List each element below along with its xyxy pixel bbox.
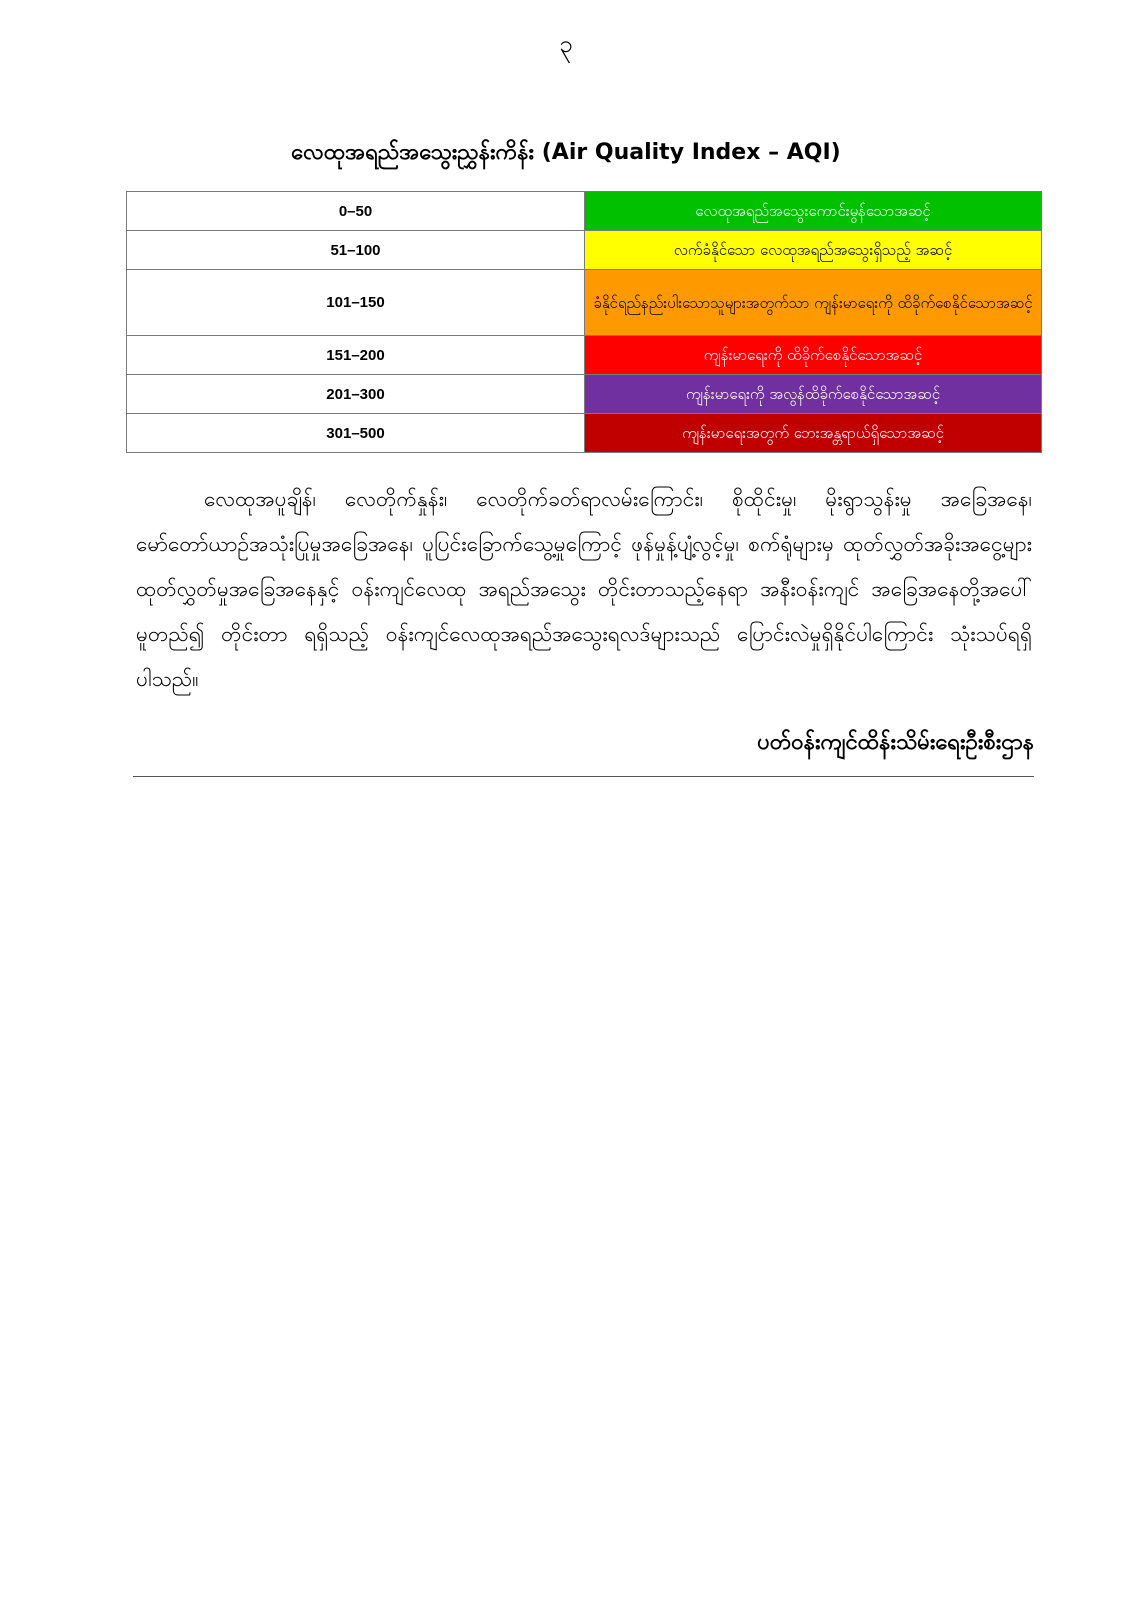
aqi-description-cell: လေထုအရည်အသွေးကောင်းမွန်သောအဆင့် bbox=[585, 192, 1042, 231]
aqi-description-cell: လက်ခံနိုင်သော လေထုအရည်အသွေးရှိသည့် အဆင့် bbox=[585, 231, 1042, 270]
aqi-range-cell: 101–150 bbox=[127, 270, 585, 336]
aqi-description-cell: ခံနိုင်ရည်နည်းပါးသောသူများအတွက်သာ ကျန်းမာရေးကို ထိခိုက်စေနိုင်သောအဆင့် bbox=[585, 270, 1042, 336]
table-row bbox=[127, 336, 1042, 375]
department-signature: ပတ်ဝန်းကျင်ထိန်းသိမ်းရေးဦးစီးဌာန bbox=[757, 730, 1034, 755]
page-title: လေထုအရည်အသွေးညွှန်းကိန်း (Air Quality Index – AQI) bbox=[291, 140, 841, 165]
aqi-table bbox=[126, 191, 1042, 453]
table-row bbox=[127, 192, 1042, 231]
aqi-range-cell: 201–300 bbox=[127, 375, 585, 414]
aqi-description-cell: ကျန်းမာရေးကို အလွန်ထိခိုက်စေနိုင်သောအဆင့် bbox=[585, 375, 1042, 414]
table-row bbox=[127, 375, 1042, 414]
table-row bbox=[127, 414, 1042, 453]
table-row bbox=[127, 231, 1042, 270]
aqi-range-cell: 151–200 bbox=[127, 336, 585, 375]
body-paragraph: လေထုအပူချိန်၊ လေတိုက်နှုန်း၊ လေတိုက်ခတ်ရာလမ်းကြောင်း၊ စိုထိုင်းမှု၊ မိုးရွာသွန်းမှု အခြေအနေ၊ မော်တော်ယာဉ်အသုံးပြုမှုအခြေအနေ၊ ပူပြင်းခြောက်သွေ့မှုကြောင့် ဖုန်မှုန့်ပျံ့လွင့်မှု၊ စက်ရုံများမှ ထုတ်လွှတ်အခိုးအငွေ့များ ထုတ်လွှတ်မှုအခြေအနေနှင့် ဝန်းကျင်လေထု အရည်အသွေး တိုင်းတာသည့်နေရာ အနီးဝန်းကျင် အခြေအနေတို့အပေါ်မူတည်၍ တိုင်းတာ ရရှိသည့် ဝန်းကျင်လေထုအရည်အသွေးရလဒ်များသည် ပြောင်းလဲမှုရှိနိုင်ပါကြောင်း သုံးသပ်ရရှိ ပါသည်။ bbox=[136, 487, 1032, 691]
aqi-range-cell: 51–100 bbox=[127, 231, 585, 270]
aqi-range-cell: 0–50 bbox=[127, 192, 585, 231]
aqi-range-cell: 301–500 bbox=[127, 414, 585, 453]
page-number: ၃ bbox=[559, 30, 573, 58]
aqi-description-cell: ကျန်းမာရေးအတွက် ဘေးအန္တရာယ်ရှိသောအဆင့် bbox=[585, 414, 1042, 453]
table-row bbox=[127, 270, 1042, 336]
divider bbox=[133, 776, 1034, 777]
aqi-description-cell: ကျန်းမာရေးကို ထိခိုက်စေနိုင်သောအဆင့် bbox=[585, 336, 1042, 375]
